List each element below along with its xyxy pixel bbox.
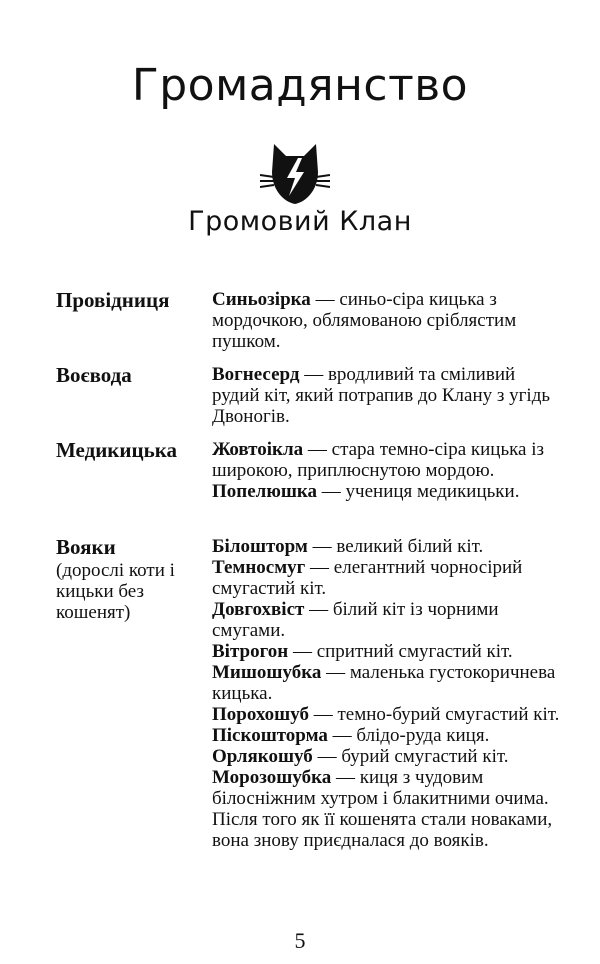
member-description: — блідо-руда киця. (327, 725, 490, 746)
role-label: Медикицька (56, 438, 177, 462)
member-name: Порохошуб (212, 704, 309, 725)
member-description: — бурий смугастий кіт. (312, 746, 509, 767)
member-description: — киця з чудовим білосніжним хутром і блакитними очима. Після того як її кошенята стали новаками, вона знову приєдналася до вояків. (212, 767, 553, 851)
member-entry (212, 725, 562, 746)
member-entry (212, 767, 562, 851)
member-entry (212, 662, 562, 704)
role-label: Провідниця (56, 288, 170, 312)
member-name: Синьозірка (212, 289, 311, 310)
member-entry (212, 746, 562, 767)
entries-list (212, 289, 562, 352)
member-name: Довгохвіст (212, 599, 305, 620)
clan-name: Громовий Клан (188, 206, 412, 237)
member-name: Мишошубка (212, 662, 322, 683)
member-entry (212, 439, 562, 481)
member-description: — вродливий та сміливий рудий кіт, який потрапив до Клану з угідь Двоногів. (212, 364, 551, 427)
member-entry (212, 364, 562, 427)
member-name: Білошторм (212, 536, 308, 557)
member-name: Морозошубка (212, 767, 332, 788)
member-description: — елегантний чорносірий смугастий кіт. (212, 557, 523, 599)
member-description: — білий кіт із чорними смугами. (212, 599, 499, 641)
member-entry (212, 641, 562, 662)
role-subtitle: (дорослі коти і кицьки без кошенят) (56, 560, 175, 623)
member-name: Вогнесерд (212, 364, 300, 385)
member-description: — темно-бурий смугастий кіт. (308, 704, 560, 725)
entries-list (212, 536, 562, 851)
member-description: — маленька густокоричнева кицька. (212, 662, 556, 704)
member-name: Піскошторма (212, 725, 328, 746)
page-number: 5 (294, 928, 306, 953)
member-description: — стара темно-сіра кицька із широкою, приплюснутою мордою. (212, 439, 545, 481)
page-title: Громадянство (131, 60, 469, 111)
member-description: — спритний смугастий кіт. (288, 641, 513, 662)
member-entry (212, 289, 562, 352)
member-name: Темносмуг (212, 557, 306, 578)
member-description: — учениця медикицьки. (317, 481, 520, 502)
role-label: Воєвода (56, 363, 132, 387)
thunderclan-cat-lightning-icon (260, 142, 330, 206)
member-entry (212, 481, 562, 502)
entries-list (212, 364, 562, 427)
member-entry (212, 599, 562, 641)
member-entry (212, 536, 562, 557)
member-name: Орлякошуб (212, 746, 313, 767)
member-description: — синьо-сіра кицька з мордочкою, облямованою сріблястим пушком. (212, 289, 517, 352)
member-entry (212, 704, 562, 725)
entries-list (212, 439, 562, 502)
member-name: Вітрогон (212, 641, 289, 662)
role-label: Вояки (56, 535, 116, 559)
member-description: — великий білий кіт. (307, 536, 484, 557)
member-name: Попелюшка (212, 481, 318, 502)
member-entry (212, 557, 562, 599)
member-name: Жовтоікла (212, 439, 304, 460)
